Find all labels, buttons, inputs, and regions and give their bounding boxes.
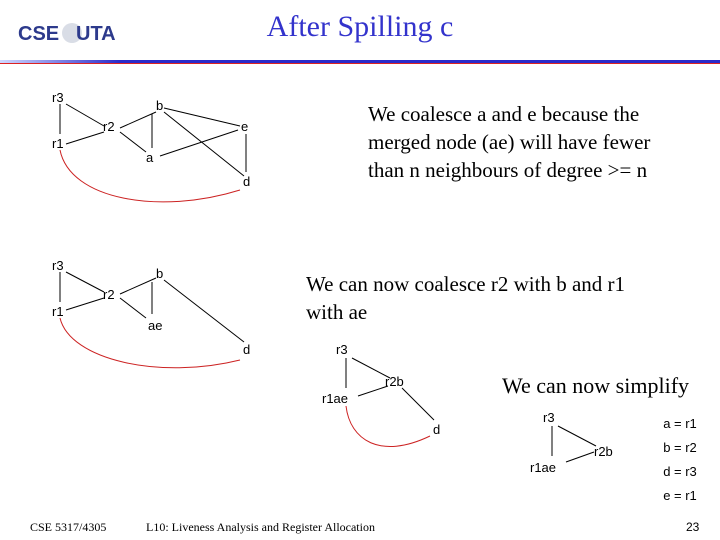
g2-node-r3: r3 [52,258,64,273]
g1-node-r2: r2 [103,119,115,134]
g4-node-r3: r3 [543,410,555,425]
g2-node-ae: ae [148,318,163,333]
assignment-a: a = r1 [663,416,697,431]
graph-3 [346,358,434,420]
edge-b-d [164,112,244,176]
page-number: 23 [686,520,700,534]
explanation-coalesce-ae: We coalesce a and e because the merged node (ae) will have fewer than n neighbours of degree >= n [368,102,651,182]
g4-node-r1ae: r1ae [530,460,557,475]
logo-cse-text: CSE [18,23,60,45]
graph-4 [552,426,596,462]
logo-uta-text: UTA [76,23,116,45]
assignment-d: d = r3 [663,464,697,479]
edge-r2-ae [120,298,146,318]
edge-r2b-d [402,388,434,420]
g2-node-d: d [243,342,251,357]
edge-b-e [164,108,240,126]
footer-course: CSE 5317/4305 [30,520,107,534]
graph-1 [60,104,249,176]
g3-node-r1ae: r1ae [322,391,349,406]
edge-r1ae-r2b [566,452,594,462]
g3-node-r3: r3 [336,342,348,357]
edge-b-d [164,280,244,342]
g1-node-r3: r3 [52,90,64,105]
edge-r1-r2 [66,132,104,144]
explanation-coalesce-r2b: We can now coalesce r2 with b and r1 with ae [306,272,626,324]
g1-node-e: e [241,119,249,134]
assignment-b: b = r2 [663,440,697,455]
edge-r2-b [120,112,156,128]
edge-r2-a [120,132,146,152]
edge-a-e [160,130,238,156]
edge-r1-r2 [66,298,104,310]
assignment-e: e = r1 [663,488,697,503]
g1-node-d: d [243,174,251,189]
g2-node-r2: r2 [103,287,115,302]
g3-node-r2b: r2b [385,374,404,389]
g1-node-b: b [156,98,164,113]
explanation-simplify: We can now simplify [502,373,690,398]
g2-node-r1: r1 [52,304,64,319]
g2-node-b: b [156,266,164,281]
spill-edge-3 [346,406,430,447]
g1-node-r1: r1 [52,136,64,151]
g4-node-r2b: r2b [594,444,613,459]
edge-r3-r2 [66,272,104,292]
edge-r3-r2 [66,104,104,126]
footer-lecture: L10: Liveness Analysis and Register Allocation [146,520,375,534]
slide-title: After Spilling c [266,10,454,43]
edge-r1ae-r2b [358,386,388,396]
edge-r3-r2b [558,426,596,446]
g1-node-a: a [146,150,154,165]
g3-node-d: d [433,422,441,437]
edge-r2-b [120,278,156,294]
